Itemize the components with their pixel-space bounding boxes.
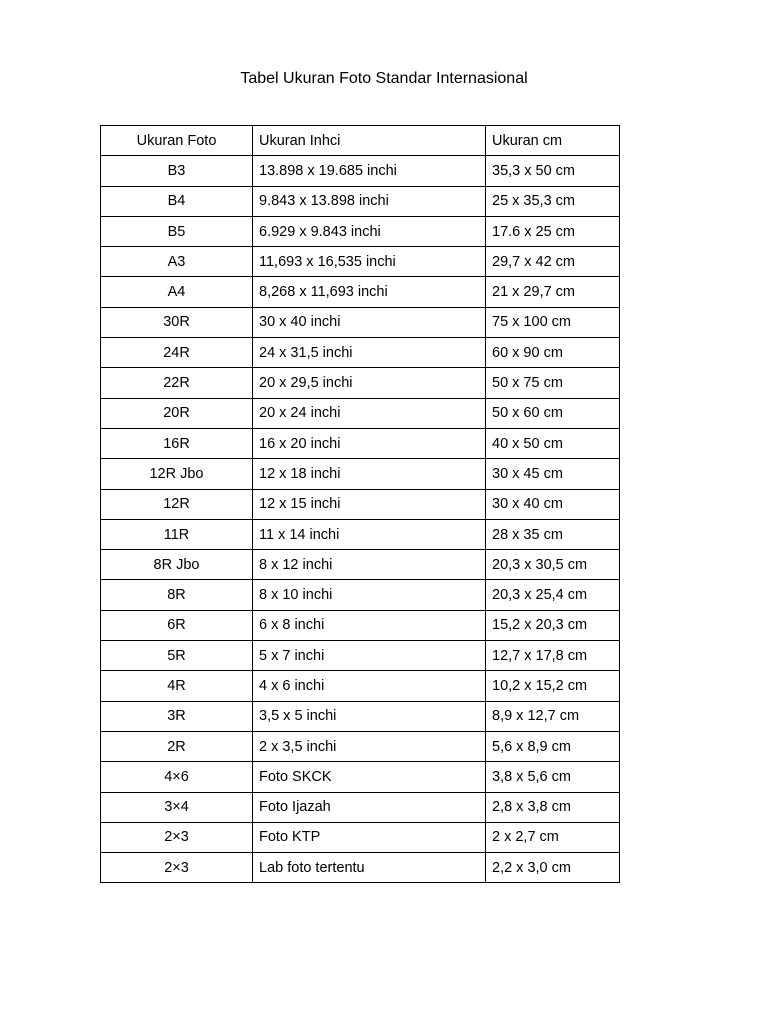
cell-ukuran-inchi: 8 x 10 inchi xyxy=(253,580,486,610)
table-row xyxy=(101,156,620,186)
cell-ukuran-inchi: Foto SKCK xyxy=(253,762,486,792)
cell-ukuran-inchi: 6.929 x 9.843 inchi xyxy=(253,216,486,246)
cell-ukuran-inchi: 11 x 14 inchi xyxy=(253,519,486,549)
cell-ukuran-foto: B5 xyxy=(101,216,253,246)
table-row xyxy=(101,307,620,337)
cell-ukuran-cm: 30 x 45 cm xyxy=(486,459,620,489)
cell-ukuran-inchi: 6 x 8 inchi xyxy=(253,610,486,640)
table-row xyxy=(101,762,620,792)
table-row xyxy=(101,792,620,822)
cell-ukuran-inchi: 9.843 x 13.898 inchi xyxy=(253,186,486,216)
table-row xyxy=(101,368,620,398)
cell-ukuran-cm: 3,8 x 5,6 cm xyxy=(486,762,620,792)
cell-ukuran-cm: 10,2 x 15,2 cm xyxy=(486,671,620,701)
cell-ukuran-foto: 6R xyxy=(101,610,253,640)
cell-ukuran-foto: 30R xyxy=(101,307,253,337)
table-row xyxy=(101,853,620,883)
cell-ukuran-cm: 20,3 x 25,4 cm xyxy=(486,580,620,610)
header-ukuran-cm: Ukuran cm xyxy=(486,126,620,156)
cell-ukuran-cm: 30 x 40 cm xyxy=(486,489,620,519)
cell-ukuran-cm: 2,2 x 3,0 cm xyxy=(486,853,620,883)
cell-ukuran-cm: 17.6 x 25 cm xyxy=(486,216,620,246)
cell-ukuran-inchi: 3,5 x 5 inchi xyxy=(253,701,486,731)
cell-ukuran-cm: 5,6 x 8,9 cm xyxy=(486,731,620,761)
cell-ukuran-cm: 15,2 x 20,3 cm xyxy=(486,610,620,640)
cell-ukuran-inchi: 12 x 15 inchi xyxy=(253,489,486,519)
cell-ukuran-foto: 8R xyxy=(101,580,253,610)
header-ukuran-foto: Ukuran Foto xyxy=(101,126,253,156)
page-title: Tabel Ukuran Foto Standar Internasional xyxy=(240,70,528,87)
cell-ukuran-inchi: Foto KTP xyxy=(253,822,486,852)
cell-ukuran-foto: A3 xyxy=(101,247,253,277)
cell-ukuran-inchi: 5 x 7 inchi xyxy=(253,641,486,671)
table-row xyxy=(101,610,620,640)
table-row xyxy=(101,338,620,368)
cell-ukuran-foto: 24R xyxy=(101,338,253,368)
cell-ukuran-cm: 20,3 x 30,5 cm xyxy=(486,550,620,580)
cell-ukuran-foto: 22R xyxy=(101,368,253,398)
cell-ukuran-cm: 29,7 x 42 cm xyxy=(486,247,620,277)
cell-ukuran-cm: 35,3 x 50 cm xyxy=(486,156,620,186)
cell-ukuran-inchi: 11,693 x 16,535 inchi xyxy=(253,247,486,277)
cell-ukuran-cm: 2,8 x 3,8 cm xyxy=(486,792,620,822)
photo-size-table xyxy=(100,125,620,883)
cell-ukuran-foto: 12R xyxy=(101,489,253,519)
table-row xyxy=(101,216,620,246)
cell-ukuran-foto: 11R xyxy=(101,519,253,549)
cell-ukuran-foto: 12R Jbo xyxy=(101,459,253,489)
cell-ukuran-cm: 50 x 60 cm xyxy=(486,398,620,428)
table-row xyxy=(101,489,620,519)
cell-ukuran-inchi: Foto Ijazah xyxy=(253,792,486,822)
cell-ukuran-foto: 4×6 xyxy=(101,762,253,792)
cell-ukuran-inchi: 30 x 40 inchi xyxy=(253,307,486,337)
cell-ukuran-cm: 2 x 2,7 cm xyxy=(486,822,620,852)
cell-ukuran-cm: 50 x 75 cm xyxy=(486,368,620,398)
cell-ukuran-inchi: 4 x 6 inchi xyxy=(253,671,486,701)
table-row xyxy=(101,519,620,549)
cell-ukuran-foto: 4R xyxy=(101,671,253,701)
header-ukuran-inchi: Ukuran Inhci xyxy=(253,126,486,156)
table-row xyxy=(101,247,620,277)
cell-ukuran-cm: 60 x 90 cm xyxy=(486,338,620,368)
table-row xyxy=(101,277,620,307)
cell-ukuran-inchi: Lab foto tertentu xyxy=(253,853,486,883)
cell-ukuran-foto: 8R Jbo xyxy=(101,550,253,580)
cell-ukuran-foto: 5R xyxy=(101,641,253,671)
cell-ukuran-foto: 2×3 xyxy=(101,822,253,852)
table-row xyxy=(101,580,620,610)
cell-ukuran-cm: 40 x 50 cm xyxy=(486,428,620,458)
cell-ukuran-inchi: 2 x 3,5 inchi xyxy=(253,731,486,761)
cell-ukuran-foto: 20R xyxy=(101,398,253,428)
cell-ukuran-foto: B4 xyxy=(101,186,253,216)
cell-ukuran-foto: 16R xyxy=(101,428,253,458)
cell-ukuran-cm: 25 x 35,3 cm xyxy=(486,186,620,216)
cell-ukuran-foto: A4 xyxy=(101,277,253,307)
cell-ukuran-cm: 75 x 100 cm xyxy=(486,307,620,337)
cell-ukuran-foto: 2R xyxy=(101,731,253,761)
cell-ukuran-foto: 2×3 xyxy=(101,853,253,883)
cell-ukuran-inchi: 20 x 29,5 inchi xyxy=(253,368,486,398)
cell-ukuran-foto: B3 xyxy=(101,156,253,186)
cell-ukuran-inchi: 12 x 18 inchi xyxy=(253,459,486,489)
table-row xyxy=(101,701,620,731)
table-row xyxy=(101,822,620,852)
table-row xyxy=(101,731,620,761)
cell-ukuran-inchi: 16 x 20 inchi xyxy=(253,428,486,458)
table-row xyxy=(101,428,620,458)
cell-ukuran-cm: 28 x 35 cm xyxy=(486,519,620,549)
cell-ukuran-foto: 3×4 xyxy=(101,792,253,822)
cell-ukuran-cm: 21 x 29,7 cm xyxy=(486,277,620,307)
cell-ukuran-inchi: 8 x 12 inchi xyxy=(253,550,486,580)
table-row xyxy=(101,641,620,671)
table-row xyxy=(101,550,620,580)
table-row xyxy=(101,398,620,428)
cell-ukuran-cm: 8,9 x 12,7 cm xyxy=(486,701,620,731)
cell-ukuran-foto: 3R xyxy=(101,701,253,731)
table-row xyxy=(101,186,620,216)
cell-ukuran-inchi: 24 x 31,5 inchi xyxy=(253,338,486,368)
cell-ukuran-inchi: 8,268 x 11,693 inchi xyxy=(253,277,486,307)
table-row xyxy=(101,671,620,701)
table-header-row xyxy=(101,126,620,156)
cell-ukuran-inchi: 13.898 x 19.685 inchi xyxy=(253,156,486,186)
table-row xyxy=(101,459,620,489)
table-body xyxy=(101,156,620,883)
cell-ukuran-cm: 12,7 x 17,8 cm xyxy=(486,641,620,671)
cell-ukuran-inchi: 20 x 24 inchi xyxy=(253,398,486,428)
